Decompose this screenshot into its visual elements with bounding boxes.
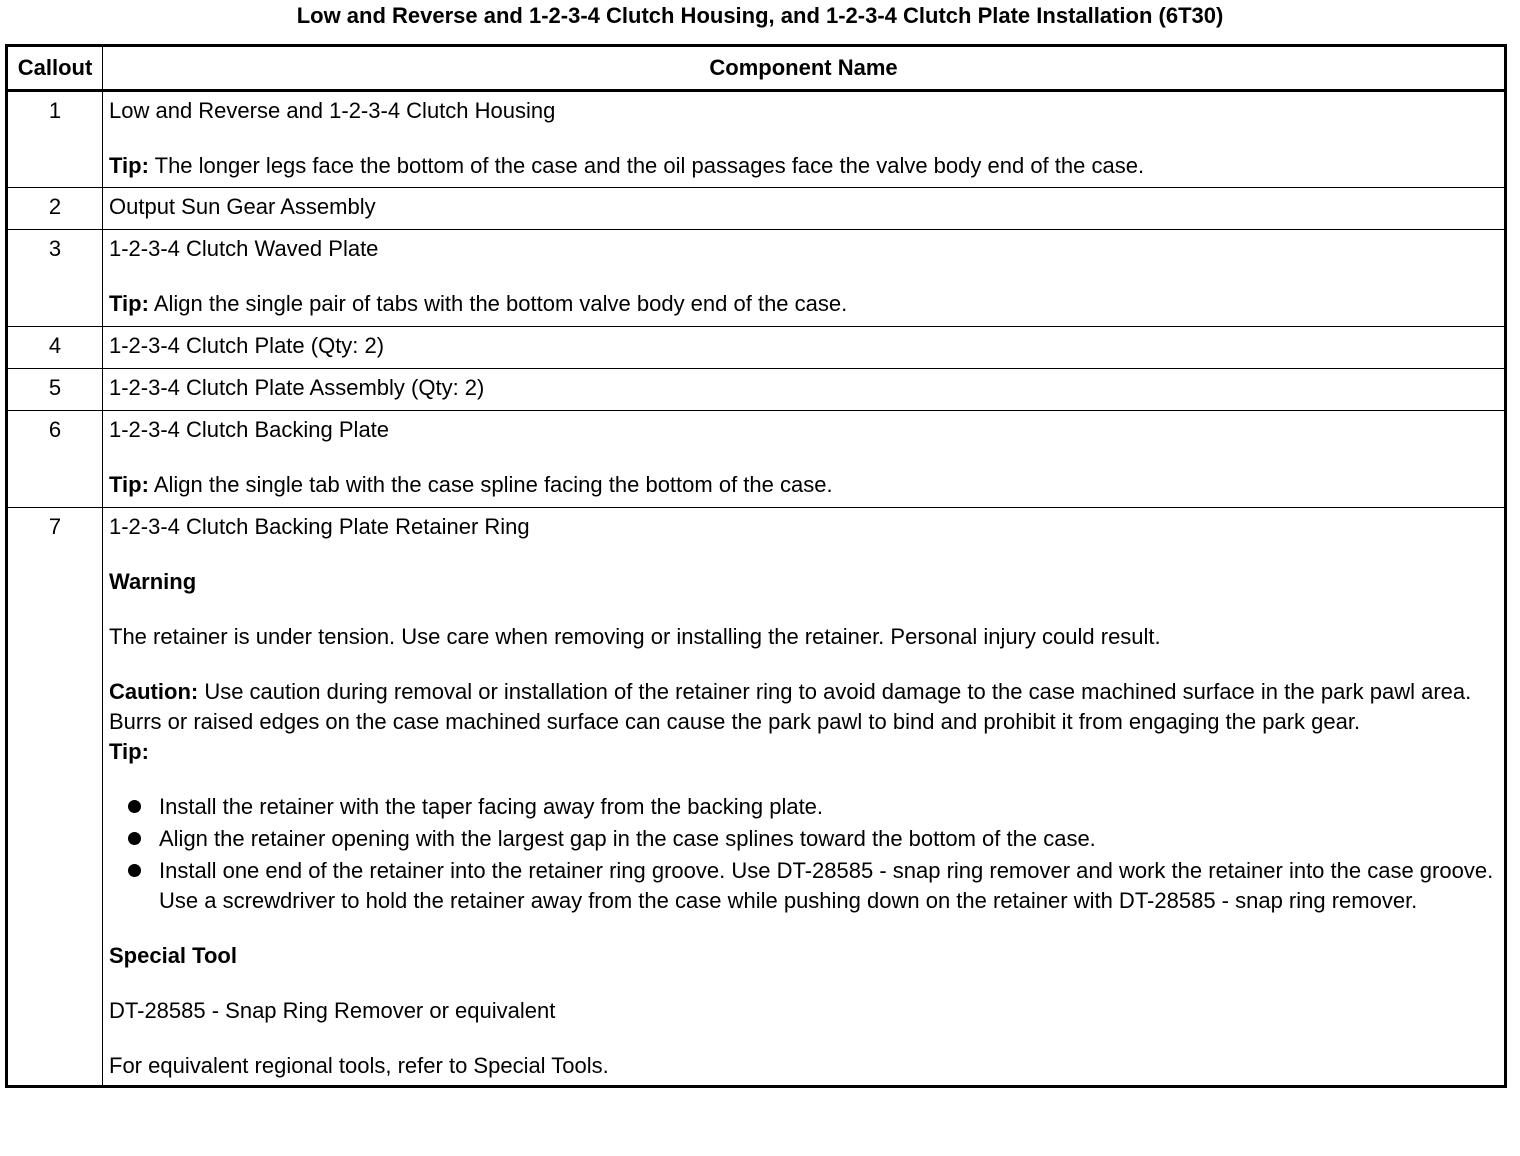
column-header-component-name: Component Name <box>103 46 1506 91</box>
special-tool-heading: Special Tool <box>109 943 237 968</box>
component-cell <box>103 327 1506 369</box>
tip-text <box>109 289 1498 319</box>
callout-number: 1 <box>7 91 103 188</box>
bullet-icon <box>128 832 141 845</box>
tip-item-text: Install one end of the retainer into the retainer ring groove. Use DT-28585 - snap ring remover and work the retainer into the case groove. Use a screwdriver to hold the retainer away from the case while pushing down on the retainer with DT-28585 - snap ring remover. <box>159 858 1494 913</box>
tip-text <box>109 470 1498 500</box>
component-table <box>5 44 1507 1088</box>
component-name: 1-2-3-4 Clutch Backing Plate <box>109 417 390 442</box>
component-name: 1-2-3-4 Clutch Plate (Qty: 2) <box>109 333 385 358</box>
tip-label: Tip: <box>109 153 149 178</box>
component-name: 1-2-3-4 Clutch Waved Plate <box>109 236 379 261</box>
callout-number: 4 <box>7 327 103 369</box>
tip-list <box>109 792 1498 916</box>
table-row <box>7 230 1506 327</box>
tip-heading: Tip: <box>109 739 149 764</box>
column-header-callout: Callout <box>7 46 103 91</box>
table-row <box>7 411 1506 508</box>
special-tool-text: DT-28585 - Snap Ring Remover or equivalent <box>109 998 556 1023</box>
tip-text <box>109 151 1498 181</box>
list-item <box>109 856 1498 916</box>
caution-label: Caution: <box>109 679 199 704</box>
caution-body: Use caution during removal or installation of the retainer ring to avoid damage to the case machined surface in the park pawl area. Burrs or raised edges on the case machined surface can cause the park pawl to bind and prohibit it from engaging the park gear. <box>109 679 1472 734</box>
component-cell <box>103 369 1506 411</box>
table-row <box>7 91 1506 188</box>
component-name: Output Sun Gear Assembly <box>109 194 376 219</box>
component-cell <box>103 188 1506 230</box>
table-row <box>7 369 1506 411</box>
bullet-icon <box>128 800 141 813</box>
document-title: Low and Reverse and 1-2-3-4 Clutch Housing, and 1-2-3-4 Clutch Plate Installation (6T30) <box>296 3 1224 28</box>
component-cell <box>103 230 1506 327</box>
bullet-icon <box>128 864 141 877</box>
component-cell <box>103 508 1506 1087</box>
callout-number: 6 <box>7 411 103 508</box>
table-row <box>7 327 1506 369</box>
component-name: 1-2-3-4 Clutch Backing Plate Retainer Ring <box>109 514 530 539</box>
caution-text <box>109 677 1498 737</box>
tip-body: Align the single pair of tabs with the bottom valve body end of the case. <box>148 291 848 316</box>
table-header-row <box>7 46 1506 91</box>
callout-number: 7 <box>7 508 103 1087</box>
warning-text: The retainer is under tension. Use care when removing or installing the retainer. Personal injury could result. <box>109 624 1161 649</box>
table-row <box>7 188 1506 230</box>
component-cell <box>103 411 1506 508</box>
component-name: Low and Reverse and 1-2-3-4 Clutch Housing <box>109 98 556 123</box>
tip-item-text: Align the retainer opening with the largest gap in the case splines toward the bottom of the case. <box>159 826 1096 851</box>
table-row <box>7 508 1506 1087</box>
regional-tools-note: For equivalent regional tools, refer to Special Tools. <box>109 1053 609 1078</box>
tip-body: The longer legs face the bottom of the case and the oil passages face the valve body end of the case. <box>148 153 1145 178</box>
tip-label: Tip: <box>109 472 149 497</box>
list-item <box>109 824 1498 854</box>
callout-number: 3 <box>7 230 103 327</box>
tip-label: Tip: <box>109 291 149 316</box>
component-name: 1-2-3-4 Clutch Plate Assembly (Qty: 2) <box>109 375 485 400</box>
component-cell <box>103 91 1506 188</box>
list-item <box>109 792 1498 822</box>
warning-heading: Warning <box>109 569 197 594</box>
tip-body: Align the single tab with the case spline facing the bottom of the case. <box>148 472 833 497</box>
tip-item-text: Install the retainer with the taper facing away from the backing plate. <box>159 794 824 819</box>
callout-number: 5 <box>7 369 103 411</box>
callout-number: 2 <box>7 188 103 230</box>
